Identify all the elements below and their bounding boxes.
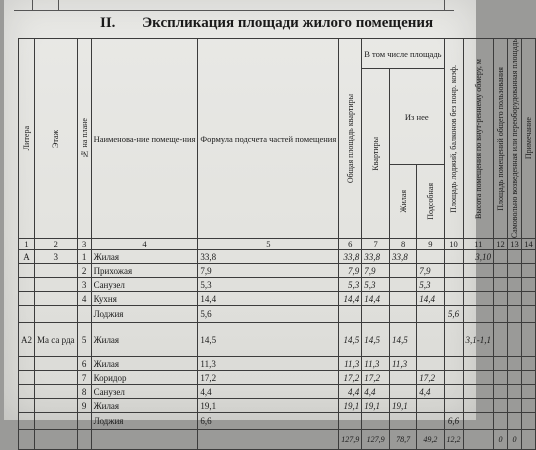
total-aux-sum: 49,2 bbox=[417, 430, 444, 450]
header-floor: Этаж bbox=[35, 39, 78, 239]
total-living-sum: 78,7 bbox=[389, 430, 416, 450]
header-flats: Квартиры bbox=[362, 69, 390, 239]
table-row: 2 Прихожая 7,9 7,9 7,9 7,9 bbox=[19, 264, 536, 278]
header-of-it: Из нее bbox=[389, 69, 444, 165]
header-total-area: Общая площадь квартиры bbox=[339, 39, 362, 239]
header-living: Жилая bbox=[389, 165, 416, 239]
header-formula: Формула подсчета частей помещения bbox=[198, 39, 339, 239]
table-row: 8 Санузел 4,4 4,4 4,4 4,4 bbox=[19, 385, 536, 399]
table-row: 6 Жилая 11,3 11,3 11,3 11,3 bbox=[19, 357, 536, 371]
total-flat-sum: 127,9 bbox=[362, 430, 390, 450]
header-height: Высота помещения по внут-реннему обмеру, м bbox=[463, 39, 494, 239]
header-loggia: Площадь лоджий, балконов без понр. коэф. bbox=[444, 39, 463, 239]
total-loggia-sum: 12,2 bbox=[444, 430, 463, 450]
header-plan-number: № на плане bbox=[77, 39, 91, 239]
header-unauthorized: Самовольно возведенная или переоборудованная площадь bbox=[508, 39, 522, 239]
table-row: А2 Ма са рда 5 Жилая 14,5 14,5 14,5 14,5 3,1-1,1 bbox=[19, 323, 536, 357]
table-row: 3 Санузел 5,3 5,3 5,3 5,3 bbox=[19, 278, 536, 292]
previous-table-edge bbox=[14, 0, 454, 11]
section-number: II. bbox=[100, 15, 116, 31]
table-row: Лоджия 6,6 6,6 bbox=[19, 413, 536, 430]
column-numbers-row: 1 2 3 4 5 6 7 8 9 10 11 12 13 14 bbox=[19, 239, 536, 250]
table-row: 7 Коридор 17,2 17,2 17,2 17,2 bbox=[19, 371, 536, 385]
header-note: Примечание bbox=[522, 39, 536, 239]
table-row: А 3 1 Жилая 33,8 33,8 33,8 33,8 3,10 bbox=[19, 250, 536, 264]
table-row: Лоджия 5,6 5,6 bbox=[19, 306, 536, 323]
table-row: 4 Кухня 14,4 14,4 14,4 14,4 bbox=[19, 292, 536, 306]
table-row: 9 Жилая 19,1 19,1 19,1 19,1 bbox=[19, 399, 536, 413]
header-including: В том числе площадь bbox=[362, 39, 444, 69]
header-room-name: Наименова-ние помеще-ния bbox=[91, 39, 198, 239]
total-common-sum: 0 bbox=[494, 430, 508, 450]
page-title bbox=[100, 15, 460, 32]
header-litera: Литера bbox=[19, 39, 35, 239]
document-sheet bbox=[4, 0, 534, 445]
explication-table bbox=[18, 38, 536, 450]
total-area-sum: 127,9 bbox=[339, 430, 362, 450]
section-title: Экспликация площади жилого помещения bbox=[142, 15, 434, 31]
totals-row bbox=[19, 430, 536, 450]
total-unauthorized-sum: 0 bbox=[508, 430, 522, 450]
header-common-area: Площадь помещений общего пользования bbox=[494, 39, 508, 239]
header-auxiliary: Подсобная bbox=[417, 165, 444, 239]
